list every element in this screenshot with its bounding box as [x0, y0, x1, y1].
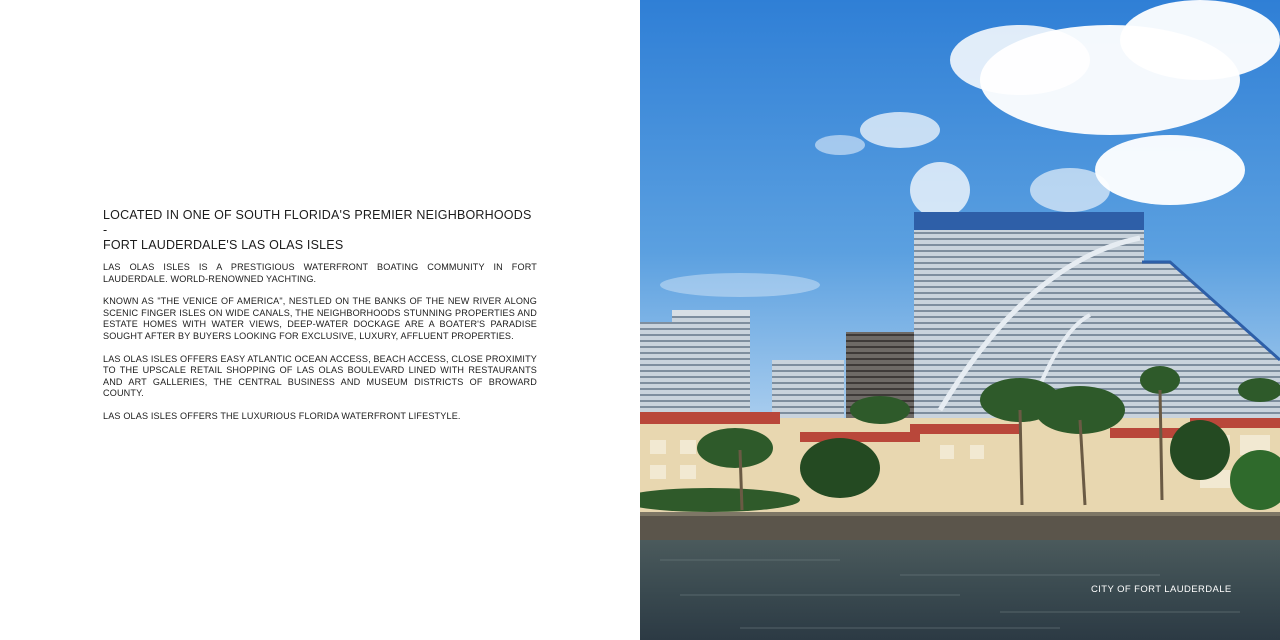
left-towers [640, 310, 750, 418]
waterfront-photo [640, 0, 1280, 640]
paragraph-lifestyle: LAS OLAS ISLES OFFERS THE LUXURIOUS FLORIDA WATERFRONT LIFESTYLE. [103, 410, 461, 421]
paragraph-venice: KNOWN AS "THE VENICE OF AMERICA", NESTLED ON THE BANKS OF THE NEW RIVER ALONG SCENIC FINGER ISLES ON WIDE CANALS, THE NEIGHBORHOODS STUNNING PROPERTIES AND ESTATE HOMES WITH WATER VIEWS, DEEP-WATER DOCKAGE ARE A BOATER'S PARADISE SOUGHT AFTER BY BUYERS LOOKING FOR EXCLUSIVE, LUXURY, AFFLUENT PROPERTIES. [103, 296, 537, 341]
paragraph-intro: LAS OLAS ISLES IS A PRESTIGIOUS WATERFRONT BOATING COMMUNITY IN FORT LAUDERDALE. WORLD-RENOWNED YACHTING. [103, 262, 537, 284]
paragraph-access: LAS OLAS ISLES OFFERS EASY ATLANTIC OCEAN ACCESS, BEACH ACCESS, CLOSE PROXIMITY TO THE UPSCALE RETAIL SHOPPING OF LAS OLAS BOULEVARD LINED WITH RESTAURANTS AND ART GALLERIES, THE CENTRAL BUSINESS AND MUSEUM DISTRICTS OF BROWARD COUNTY. [103, 353, 537, 399]
photo-illustration [640, 0, 1280, 640]
heading-line-1: LOCATED IN ONE OF SOUTH FLORIDA'S PREMIER NEIGHBORHOODS - [103, 208, 532, 237]
heading-line-2: FORT LAUDERDALE'S LAS OLAS ISLES [103, 238, 344, 252]
seawall [640, 512, 1280, 540]
page-heading [103, 208, 537, 253]
photo-caption: CITY OF FORT LAUDERDALE [1091, 584, 1232, 595]
text-block [103, 208, 537, 434]
